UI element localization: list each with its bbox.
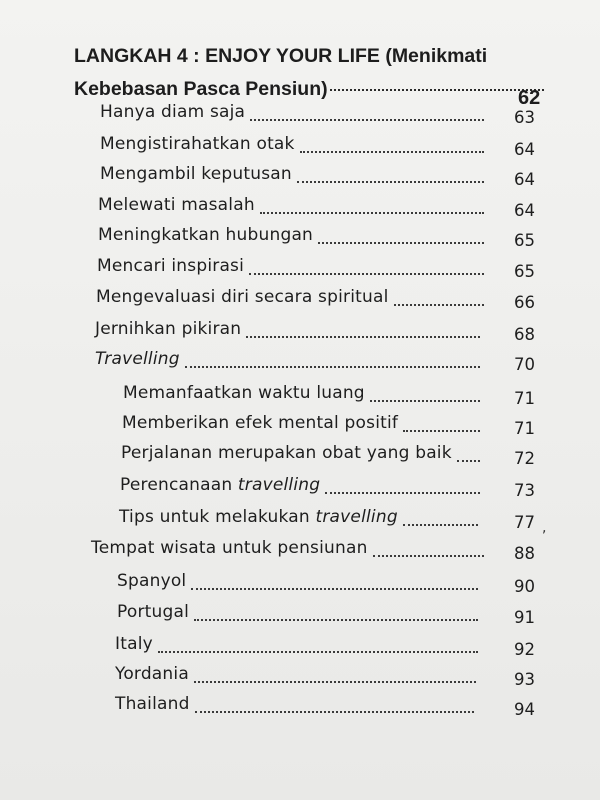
toc-entry-page-number: 91 <box>514 608 535 627</box>
toc-entry-title: Perjalanan merupakan obat yang baik <box>121 443 452 463</box>
toc-entry <box>0 693 600 723</box>
toc-entry-page-number: 72 <box>514 449 535 468</box>
toc-entry <box>0 633 600 663</box>
toc-entry <box>0 663 600 693</box>
toc-entry-page-number: 73 <box>514 481 535 500</box>
dot-leader <box>158 651 478 653</box>
toc-entry-page-number: 65 <box>514 231 535 250</box>
toc-entry-page-number: 90 <box>514 577 535 596</box>
toc-entry-title: Memberikan efek mental positif <box>122 413 399 433</box>
dot-leader <box>300 151 484 153</box>
toc-entry-title: Melewati masalah <box>98 195 255 215</box>
toc-entry <box>0 286 600 316</box>
toc-entry <box>0 412 600 442</box>
dot-leader <box>249 273 484 275</box>
toc-entry-title <box>119 506 398 528</box>
dot-leader <box>246 336 480 338</box>
toc-entry <box>0 255 600 285</box>
toc-entry-title-italic: travelling <box>315 507 398 527</box>
dot-leader <box>185 366 480 368</box>
toc-entry <box>0 318 600 348</box>
toc-entry-title: Memanfaatkan waktu luang <box>123 383 365 403</box>
toc-entry-page-number: 88 <box>514 544 535 563</box>
toc-entry-title: Mencari inspirasi <box>97 256 245 276</box>
toc-entry <box>0 101 600 131</box>
toc-entry-page-number: 94 <box>514 700 535 719</box>
dot-leader <box>403 430 480 432</box>
toc-entry-title-italic: travelling <box>237 475 321 495</box>
toc-entry <box>0 474 600 504</box>
toc-entry-page-number: 71 <box>514 419 535 438</box>
toc-entry-title: Portugal <box>117 602 190 622</box>
toc-entry <box>0 133 600 163</box>
toc-entry-title: Thailand <box>115 694 190 714</box>
toc-entry-title: Yordania <box>115 664 189 684</box>
toc-entry-title: Hanya diam saja <box>100 102 246 122</box>
chapter-heading <box>74 40 544 106</box>
dot-leader <box>318 242 484 244</box>
dot-leader <box>370 400 480 402</box>
toc-entry-page-number: 92 <box>514 640 535 659</box>
toc-entry-page-number: 64 <box>514 170 535 189</box>
dot-leader <box>191 588 478 590</box>
dot-leader <box>457 460 480 462</box>
toc-entry-page-number: 66 <box>514 293 535 312</box>
toc-entry-title <box>120 474 320 496</box>
toc-entry <box>0 570 600 600</box>
dot-leader <box>194 619 478 621</box>
dot-leader <box>373 555 484 557</box>
toc-entry-page-number: 77 <box>514 513 535 532</box>
toc-entry-title: Italy <box>115 634 153 654</box>
toc-entry <box>0 194 600 224</box>
dot-leader <box>403 524 478 526</box>
toc-entry-page-number: 68 <box>514 325 535 344</box>
toc-entry-page-number: 64 <box>514 140 535 159</box>
toc-entry-title-text: Tips untuk melakukan <box>119 507 316 527</box>
dot-leader <box>325 492 480 494</box>
dot-leader <box>297 181 484 183</box>
toc-entry-title: Mengevaluasi diri secara spiritual <box>96 287 389 307</box>
toc-entry-page-number: 64 <box>514 201 535 220</box>
toc-entry-page-number: 63 <box>514 108 535 127</box>
toc-entry-title: Mengambil keputusan <box>100 164 292 184</box>
dot-leader <box>330 89 544 91</box>
dot-leader <box>260 212 484 214</box>
dot-leader <box>194 681 476 683</box>
toc-entry-title: Spanyol <box>117 571 187 591</box>
toc-entry <box>0 601 600 631</box>
toc-entry <box>0 506 600 536</box>
toc-entry <box>0 224 600 254</box>
dot-leader <box>250 119 484 121</box>
toc-entry-title: Meningkatkan hubungan <box>98 225 314 245</box>
dot-leader <box>195 711 474 713</box>
toc-entry <box>0 382 600 412</box>
toc-entry-title: Travelling <box>95 349 180 369</box>
toc-entry <box>0 348 600 378</box>
toc-entry <box>0 442 600 472</box>
stray-mark: , <box>542 520 547 536</box>
toc-entry-page-number: 93 <box>514 670 535 689</box>
toc-entry <box>0 537 600 567</box>
chapter-page-number: 62 <box>518 87 541 109</box>
toc-entry-page-number: 70 <box>514 355 535 374</box>
toc-entry <box>0 163 600 193</box>
toc-entry-page-number: 71 <box>514 389 535 408</box>
toc-entry-title: Mengistirahatkan otak <box>100 134 295 154</box>
dot-leader <box>394 304 484 306</box>
toc-entry-title-text: Perencanaan <box>120 475 238 495</box>
chapter-heading-line2: Kebebasan Pasca Pensiun) <box>74 78 328 100</box>
toc-entry-title: Jernihkan pikiran <box>95 319 242 339</box>
toc-entry-page-number: 65 <box>514 262 535 281</box>
chapter-heading-line1: LANGKAH 4 : ENJOY YOUR LIFE (Menikmati <box>74 45 488 67</box>
toc-entry-title: Tempat wisata untuk pensiunan <box>91 538 368 558</box>
